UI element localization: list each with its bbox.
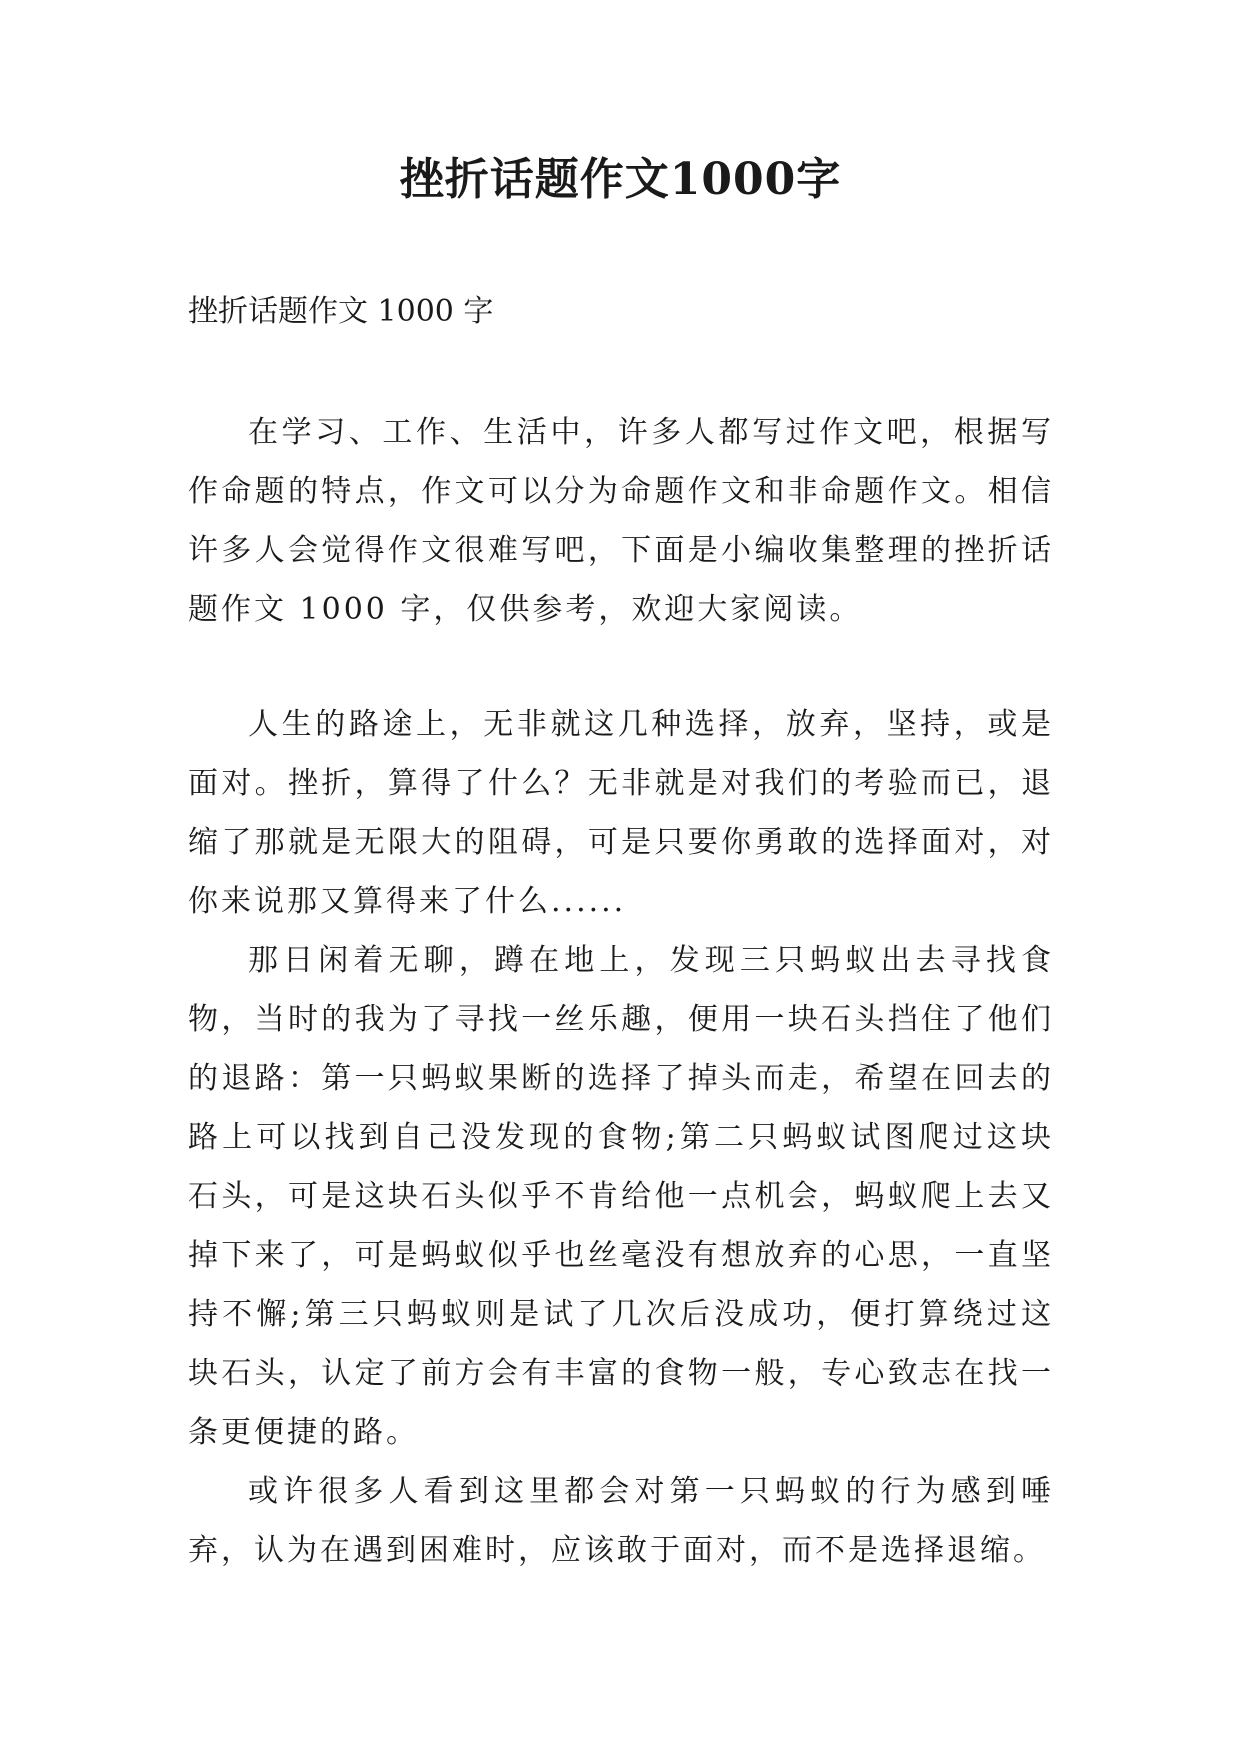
document-subtitle: 挫折话题作文 1000 字: [188, 294, 494, 329]
document-title: 挫折话题作文1000字: [399, 154, 842, 205]
body-paragraph: 那日闲着无聊，蹲在地上，发现三只蚂蚁出去寻找食物，当时的我为了寻找一丝乐趣，便用一块石头挡住了他们的退路：第一只蚂蚁果断的选择了掉头而走，希望在回去的路上可以找到自己没发现的食物;第二只蚂蚁试图爬过这块石头，可是这块石头似乎不肯给他一点机会，蚂蚁爬上去又掉下来了，可是蚂蚁似乎也丝毫没有想放弃的心思，一直坚持不懈;第三只蚂蚁则是试了几次后没成功，便打算绕过这块石头，认定了前方会有丰富的食物一般，专心致志在找一条更便捷的路。: [188, 943, 1054, 1450]
intro-section: [188, 403, 1054, 639]
intro-paragraph: 在学习、工作、生活中，许多人都写过作文吧，根据写作命题的特点，作文可以分为命题作文和非命题作文。相信许多人会觉得作文很难写吧，下面是小编收集整理的挫折话题作文 1000 字，仅供参考，欢迎大家阅读。: [188, 415, 1054, 627]
body-paragraph: 人生的路途上，无非就这几种选择，放弃，坚持，或是面对。挫折，算得了什么？无非就是对我们的考验而已，退缩了那就是无限大的阻碍，可是只要你勇敢的选择面对，对你来说那又算得来了什么......: [188, 707, 1054, 919]
body-paragraph: 或许很多人看到这里都会对第一只蚂蚁的行为感到唾弃，认为在遇到困难时，应该敢于面对，而不是选择退缩。: [188, 1474, 1054, 1568]
essay-body: [188, 695, 1054, 1580]
